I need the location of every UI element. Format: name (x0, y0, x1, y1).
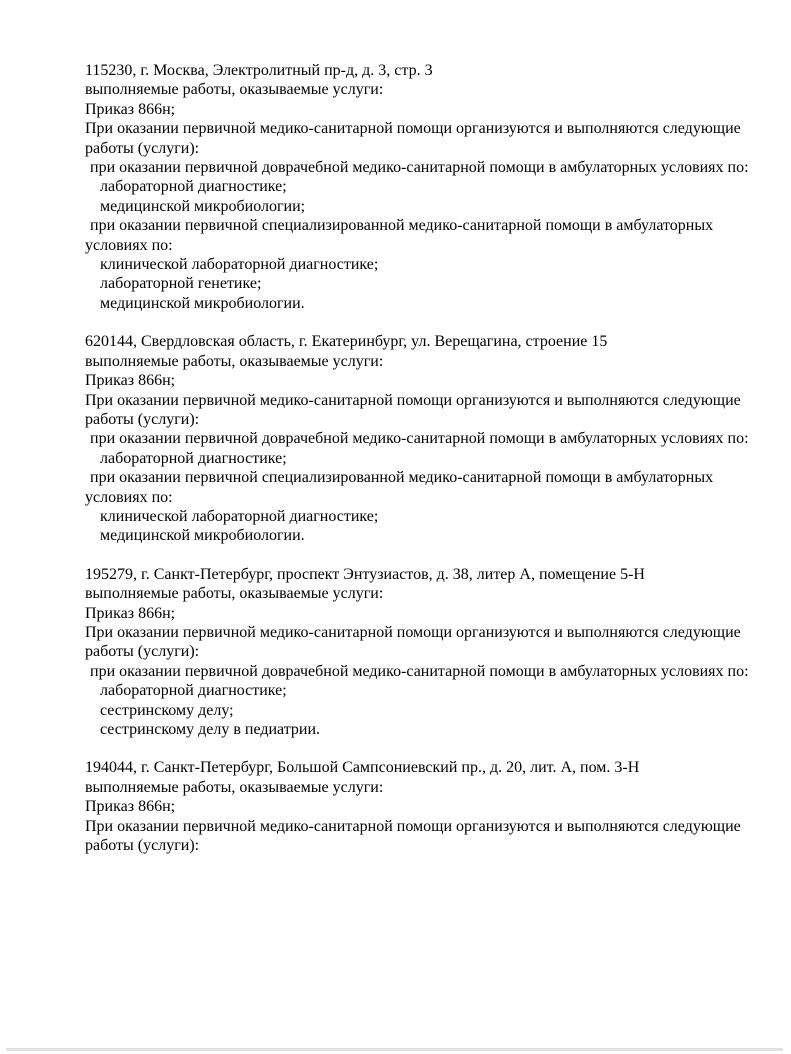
service-line: При оказании первичной медико-санитарной помощи организуются и выполняются следующие работы (услуги): (85, 391, 741, 428)
service-line: Приказ 866н; (85, 604, 176, 622)
service-line: при оказании первичной доврачебной медико-санитарной помощи в амбулаторных условиях по: (90, 430, 749, 448)
service-line: При оказании первичной медико-санитарной помощи организуются и выполняются следующие работы (услуги): (85, 120, 741, 157)
service-line: лабораторной генетике; (100, 275, 262, 293)
service-line: лабораторной диагностике; (100, 682, 287, 700)
horizontal-scrollbar-track[interactable] (6, 1048, 783, 1051)
service-line: клинической лабораторной диагностике; (100, 507, 379, 525)
service-line: При оказании первичной медико-санитарной помощи организуются и выполняются следующие работы (услуги): (85, 817, 741, 855)
license-address-block (85, 758, 749, 855)
service-line: сестринскому делу; (100, 701, 234, 719)
service-line: при оказании первичной специализированной медико-санитарной помощи в амбулаторных условиях по: (85, 217, 714, 254)
service-line: Приказ 866н; (85, 100, 176, 118)
service-line: медицинской микробиологии. (100, 294, 305, 312)
address-line: 195279, г. Санкт-Петербург, проспект Энтузиастов, д. 38, литер А, помещение 5-Н (85, 565, 645, 583)
service-line: при оказании первичной доврачебной медико-санитарной помощи в амбулаторных условиях по: (90, 662, 749, 680)
service-line: При оказании первичной медико-санитарной помощи организуются и выполняются следующие работы (услуги): (85, 623, 741, 661)
license-address-block (85, 332, 749, 545)
address-line: 620144, Свердловская область, г. Екатеринбург, ул. Верещагина, строение 15 (85, 333, 608, 351)
service-line: Приказ 866н; (85, 798, 176, 816)
address-line: 194044, г. Санкт-Петербург, Большой Сампсониевский пр., д. 20, лит. А, пом. 3-Н (85, 759, 640, 777)
service-line: медицинской микробиологии. (100, 527, 305, 545)
address-line: 115230, г. Москва, Электролитный пр-д, д. 3, стр. 3 (85, 62, 433, 79)
service-line: сестринскому делу в педиатрии. (100, 721, 321, 738)
license-blocks (85, 61, 749, 855)
service-line: лабораторной диагностике; (100, 449, 287, 467)
license-address-block (85, 565, 749, 740)
license-address-block (85, 61, 749, 313)
service-line: медицинской микробиологии; (100, 197, 306, 215)
service-line: лабораторной диагностике; (100, 178, 287, 196)
service-line: при оказании первичной доврачебной медико-санитарной помощи в амбулаторных условиях по: (90, 159, 749, 177)
service-line: выполняемые работы, оказываемые услуги: (85, 81, 384, 99)
service-line: выполняемые работы, оказываемые услуги: (85, 778, 384, 796)
service-line: Приказ 866н; (85, 372, 176, 390)
service-line: при оказании первичной специализированной медико-санитарной помощи в амбулаторных условиях по: (85, 469, 714, 506)
service-line: выполняемые работы, оказываемые услуги: (85, 352, 384, 370)
service-line: выполняемые работы, оказываемые услуги: (85, 585, 384, 603)
service-line: клинической лабораторной диагностике; (100, 256, 379, 274)
